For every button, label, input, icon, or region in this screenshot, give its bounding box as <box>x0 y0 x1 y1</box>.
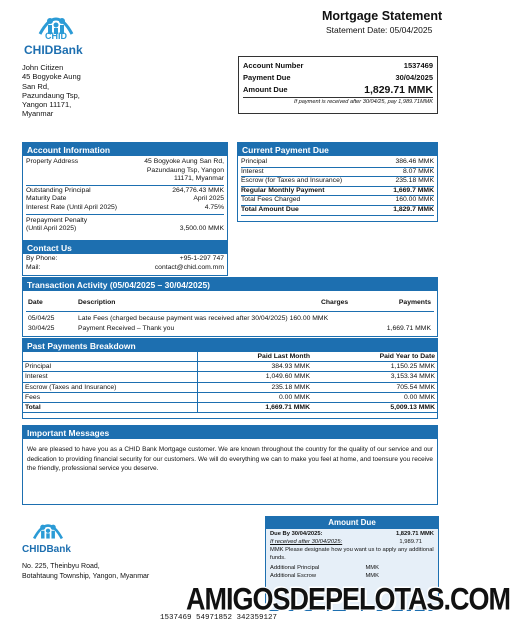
account-row-value: April 2025 <box>193 195 224 203</box>
past-payment-last: 0.00 MMK <box>279 393 310 401</box>
transaction-section <box>22 277 438 337</box>
payment-due-date: 30/04/2025 <box>395 73 433 82</box>
tx-description: Payment Received – Thank you <box>78 325 175 332</box>
past-payments-section <box>22 338 438 419</box>
account-row-label: Maturity Date <box>26 195 67 203</box>
current-payment-label: Total Amount Due <box>241 205 299 213</box>
tx-header-date: Date <box>28 299 43 306</box>
current-payment-title: Current Payment Due <box>238 143 437 156</box>
account-row-value: 264,776.43 MMK <box>172 186 224 194</box>
past-payment-label: Interest <box>23 372 198 382</box>
tx-date: 30/04/25 <box>28 325 55 332</box>
past-payment-last: 384.93 MMK <box>271 363 310 371</box>
account-info-title: Account Information <box>23 143 227 156</box>
property-line: 45 Bogyoke Aung San Rd, <box>144 158 224 165</box>
recipient-line: Yangon 11171, <box>22 100 72 110</box>
late-payment-note: If payment is received after 30/04/25, pay 1,989.71MMK <box>243 97 433 105</box>
current-payment-row <box>241 168 434 178</box>
footer-logo <box>22 516 92 555</box>
recipient-address <box>22 63 81 119</box>
past-payment-year: 3,153.34 MMK <box>390 373 435 381</box>
bank-logo <box>24 8 98 57</box>
statement-title: Mortgage Statement <box>322 9 443 23</box>
past-payment-row <box>23 362 437 372</box>
logo-text: CHID <box>45 31 67 41</box>
current-payment-row <box>241 177 434 187</box>
account-code-line: 1537469 54971852 342359127 <box>160 614 278 622</box>
coupon-due-by-value: 1,829.71 MMK <box>395 531 434 537</box>
additional-escrow-label: Additional Escrow <box>270 573 317 579</box>
amount-due-label: Amount Due <box>243 85 288 94</box>
footer-address-line: Botahtaung Township, Yangon, Myanmar <box>22 572 150 580</box>
current-payment-label: Principal <box>241 158 268 165</box>
contact-title: Contact Us <box>23 241 227 254</box>
property-line: 11171, Myanmar <box>174 175 224 183</box>
additional-principal-unit: MMK <box>365 565 379 571</box>
account-row-label: Interest Rate (Until April 2025) <box>26 203 118 211</box>
recipient-line: 45 Bogyoke Aung <box>22 72 81 82</box>
prepayment-label: Prepayment Penalty <box>26 216 88 224</box>
current-payment-section <box>237 142 438 222</box>
past-payments-table <box>23 352 437 413</box>
current-payment-value: 1,829.7 MMK <box>393 205 434 213</box>
current-payment-row <box>241 196 434 206</box>
current-payment-row <box>241 187 434 197</box>
summary-box <box>238 56 438 114</box>
family-logo-icon <box>30 516 66 542</box>
tx-header-payments: Payments <box>398 299 431 306</box>
prepayment-value: 3,500.00 MMK <box>179 225 224 233</box>
account-row-label: Outstanding Principal <box>26 186 91 194</box>
account-number: 1537469 <box>403 61 433 70</box>
current-payment-label: Escrow (for Taxes and Insurance) <box>241 177 343 185</box>
property-address-label: Property Address <box>26 158 79 165</box>
past-payment-year: 0.00 MMK <box>404 393 435 401</box>
past-payment-year: 1,150.25 MMK <box>390 363 435 371</box>
past-payment-row <box>23 382 437 392</box>
mail-label: Mail: <box>26 263 41 271</box>
property-line: Pazundaung Tsp, Yangon <box>146 166 224 174</box>
past-payment-row <box>23 372 437 382</box>
account-row-value: 4.75% <box>204 203 224 211</box>
amount-due-value: 1,829.71 MMK <box>364 84 433 96</box>
current-payment-value: 1,669.7 MMK <box>393 186 434 194</box>
current-payment-label: Regular Monthly Payment <box>241 186 325 194</box>
footer-bank-name: CHIDBank <box>22 544 71 555</box>
bank-name: CHIDBank <box>24 43 83 57</box>
tx-payment: 1,669.71 MMK <box>386 325 431 332</box>
recipient-line: Myanmar <box>22 109 54 119</box>
past-payment-year: 705.54 MMK <box>396 383 435 391</box>
recipient-name: John Citizen <box>22 63 64 72</box>
current-payment-row <box>241 158 434 168</box>
coupon-title: Amount Due <box>266 517 438 529</box>
transaction-title: Transaction Activity (05/04/2025 – 30/04/2025) <box>23 278 437 291</box>
current-payment-value: 235.18 MMK <box>395 177 434 185</box>
past-payment-last: 1,669.71 MMK <box>265 404 310 412</box>
past-payments-title: Past Payments Breakdown <box>23 339 437 352</box>
additional-principal-label: Additional Principal <box>270 565 320 571</box>
messages-section <box>22 425 438 505</box>
tx-date: 05/04/25 <box>28 315 55 322</box>
past-payment-row <box>23 392 437 402</box>
account-number-label: Account Number <box>243 61 304 70</box>
messages-body: We are pleased to have you as a CHID Bank Mortgage customer. We are known throughout the country for the quality of our service and our dedication to providing financial security for our customers. We will do everything we can to make you feel at home, and toensure you receive the friendly, professional service you deserve. <box>27 446 433 472</box>
tx-header-description: Description <box>78 299 116 306</box>
past-payment-year: 5,009.13 MMK <box>390 404 435 412</box>
past-payment-last: 1,049.60 MMK <box>265 373 310 381</box>
tx-header-charges: Charges <box>321 299 349 306</box>
payment-due-label: Payment Due <box>243 73 291 82</box>
footer-address <box>22 562 149 581</box>
current-payment-label: Interest <box>241 167 264 175</box>
recipient-line: Pazundaung Tsp, <box>22 90 80 100</box>
coupon-instruction: MMK Please designate how you want us to apply any additional funds. <box>270 547 434 561</box>
tx-description: Late Fees (charged because payment was received after 30/04/2025) 160.00 MMK <box>78 315 329 322</box>
past-payment-last: 235.18 MMK <box>271 383 310 391</box>
current-payment-row <box>241 206 434 216</box>
watermark-text: AMIGOSDEPELOTAS.COM <box>186 581 510 617</box>
past-payment-label: Fees <box>23 392 198 402</box>
coupon-due-by-label: Due By 30/04/2025: <box>270 531 323 537</box>
additional-escrow-unit: MMK <box>365 573 379 579</box>
contact-section <box>22 240 228 276</box>
past-payment-label: Escrow (Taxes and Insurance) <box>23 382 198 392</box>
statement-date: Statement Date: 05/04/2025 <box>326 25 433 35</box>
messages-title: Important Messages <box>23 426 437 439</box>
current-payment-value: 160.00 MMK <box>395 196 434 204</box>
past-header-ytd: Paid Year to Date <box>379 353 435 360</box>
current-payment-value: 8.07 MMK <box>403 167 434 175</box>
contact-email: contact@chid.com.mm <box>154 263 224 271</box>
phone-number: +95-1-297 747 <box>179 255 224 262</box>
current-payment-value: 386.46 MMK <box>395 158 434 165</box>
coupon-after-value: 1,989.71 <box>399 539 422 545</box>
past-payment-label: Principal <box>23 362 198 372</box>
prepayment-label-until: (Until April 2025) <box>26 225 77 233</box>
current-payment-label: Total Fees Charged <box>241 196 301 204</box>
past-header-last-month: Paid Last Month <box>257 353 310 360</box>
past-payment-label: Total <box>23 403 198 413</box>
recipient-line: San Rd, <box>22 81 50 91</box>
past-payment-row <box>23 403 437 413</box>
footer-address-line: No. 225, Theinbyu Road, <box>22 563 100 570</box>
account-info-section <box>22 142 228 241</box>
coupon-after-label: If received after 30/04/2025: <box>270 539 343 545</box>
phone-label: By Phone: <box>26 255 58 262</box>
